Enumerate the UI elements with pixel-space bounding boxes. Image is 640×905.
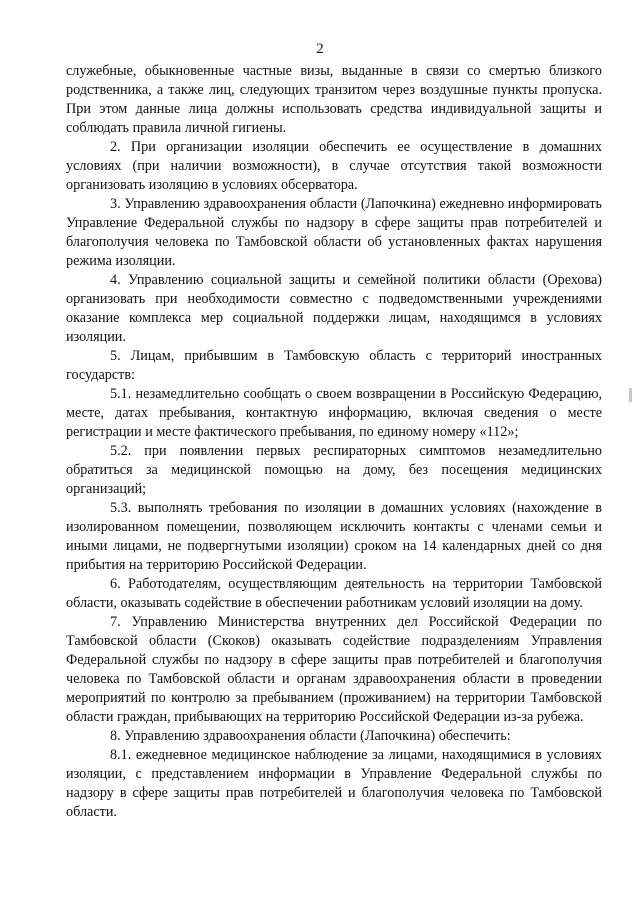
paragraph-2: 2. При организации изоляции обеспечить ее осуществление в домашних условиях (при наличии возможности), в случае отсутствия такой возможности организовать изоляцию в условиях обсерватора. [66, 139, 602, 193]
paragraph-5-1: 5.1. незамедлительно сообщать о своем возвращении в Российскую Федерацию, месте, датах пребывания, контактную информацию, включая сведения о месте регистрации и месте фактического пребывания, по единому номеру «112»; [66, 386, 602, 440]
document-body [66, 62, 602, 822]
paragraph-continuation: служебные, обыкновенные частные визы, выданные в связи со смертью близкого родственника, а также лиц, следующих транзитом через воздушные пункты пропуска. При этом данные лица должны использовать средства индивидуальной защиты и соблюдать правила личной гигиены. [66, 63, 602, 136]
paragraph-3: 3. Управлению здравоохранения области (Лапочкина) ежедневно информировать Управление Федеральной службы по надзору в сфере защиты прав потребителей и благополучия человека по Тамбовской области об установленных фактах нарушения режима изоляции. [66, 196, 602, 269]
paragraph-5-2: 5.2. при появлении первых респираторных симптомов незамедлительно обратиться за медицинской помощью на дому, без посещения медицинских организаций; [66, 443, 602, 497]
paragraph-7: 7. Управлению Министерства внутренних дел Российской Федерации по Тамбовской области (Скоков) оказывать содействие подразделениям Управления Федеральной службы по надзору в сфере защиты прав потребителей и благополучия человека по Тамбовской области и органам здравоохранения области в проведении мероприятий по контролю за пребыванием (проживанием) на территории Тамбовской области граждан, прибывающих на территорию Российской Федерации из-за рубежа. [66, 614, 602, 725]
paragraph-8: 8. Управлению здравоохранения области (Лапочкина) обеспечить: [110, 728, 511, 744]
paragraph-6: 6. Работодателям, осуществляющим деятельность на территории Тамбовской области, оказывать содействие в обеспечении работникам условий изоляции на дому. [66, 576, 602, 611]
page-number: 2 [316, 41, 324, 57]
paragraph-5-3: 5.3. выполнять требования по изоляции в домашних условиях (нахождение в изолированном помещении, позволяющем исключить контакты с членами семьи и иными лицами, не подвергнутыми изоляции) сроком на 14 календарных дней со дня прибытия на территорию Российской Федерации. [66, 500, 602, 573]
paragraph-8-1: 8.1. ежедневное медицинское наблюдение за лицами, находящимися в условиях изоляции, с представлением информации в Управление Федеральной службы по надзору в сфере защиты прав потребителей и благополучия человека по Тамбовской области. [66, 747, 602, 820]
scan-margin-mark [629, 388, 632, 402]
paragraph-5: 5. Лицам, прибывшим в Тамбовскую область с территорий иностранных государств: [66, 348, 602, 383]
paragraph-4: 4. Управлению социальной защиты и семейной политики области (Орехова) организовать при необходимости совместно с подведомственными учреждениями оказание комплекса мер социальной поддержки лицам, находящимся в условиях изоляции. [66, 272, 602, 345]
